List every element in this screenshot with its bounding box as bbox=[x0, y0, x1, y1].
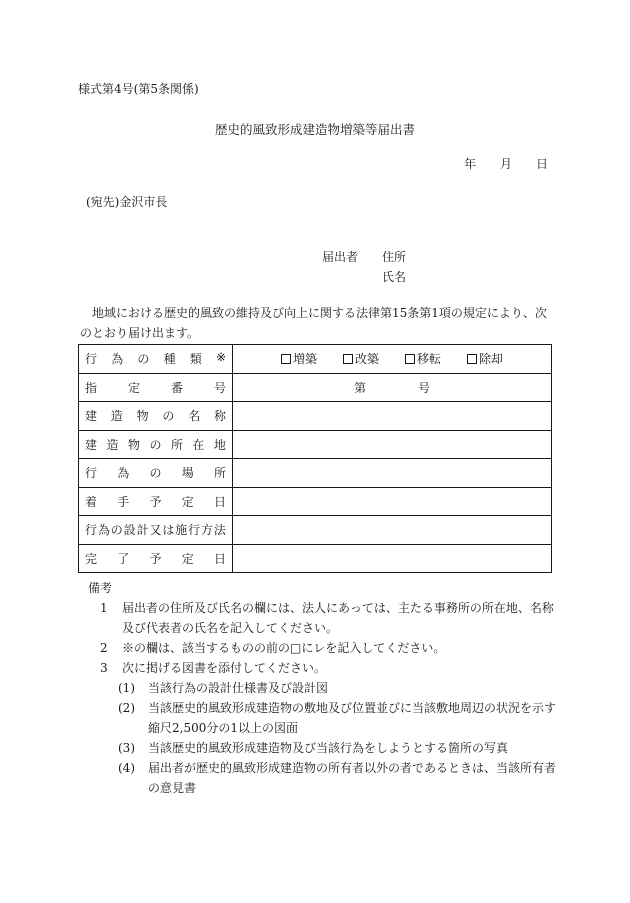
list-item: 1 届出者の住所及び氏名の欄には、法人にあっては、主たる事務所の所在地、名称及び代表者の氏名を記入してください。 bbox=[100, 601, 554, 635]
checkbox-icon[interactable] bbox=[467, 354, 477, 364]
action-type-field bbox=[233, 345, 552, 374]
row-label-text: 行 為 の 設 計 又 は 施 行 方 法 bbox=[85, 523, 226, 538]
table-row bbox=[79, 516, 552, 545]
building-name-field[interactable] bbox=[233, 402, 552, 431]
row-label-building-location bbox=[79, 430, 233, 459]
table-row bbox=[79, 345, 552, 374]
start-date-field[interactable] bbox=[233, 487, 552, 516]
checkbox-icon[interactable] bbox=[343, 354, 353, 364]
row-label-text: 建 造 物 の 名 称 bbox=[85, 409, 226, 424]
date-day: 日 bbox=[536, 157, 549, 171]
date-year: 年 bbox=[464, 157, 477, 171]
intro-paragraph: 地域における歴史的風致の維持及び向上に関する法律第15条第1項の規定により、次のとおり届け出ます。 bbox=[80, 306, 547, 340]
recipient: (宛先)金沢市長 bbox=[86, 195, 168, 209]
row-label-designation-number bbox=[79, 373, 233, 402]
row-label-text: 建 造 物 の 所 在 地 bbox=[85, 437, 226, 452]
row-label-text: 完 了 予 定 日 bbox=[85, 551, 226, 566]
table-row bbox=[79, 487, 552, 516]
document-title: 歴史的風致形成建造物増築等届出書 bbox=[214, 122, 415, 137]
list-subitem: (3) 当該歴史的風致形成建造物及び当該行為をしようとする箇所の写真 bbox=[118, 741, 509, 755]
application-form-table bbox=[78, 344, 552, 573]
option-relocation[interactable]: 移転 bbox=[405, 350, 441, 367]
number-suffix: 号 bbox=[418, 380, 431, 395]
submitter-label: 届出者 bbox=[322, 250, 359, 264]
list-subitem: (2) 当該歴史的風致形成建造物の敷地及び位置並びに当該敷地周辺の状況を示す縮尺2,500分の1以上の図面 bbox=[118, 701, 557, 735]
list-subitem: (1) 当該行為の設計仕様書及び設計図 bbox=[118, 681, 329, 695]
option-extension[interactable]: 増築 bbox=[281, 350, 317, 367]
option-demolition[interactable]: 除却 bbox=[467, 350, 503, 367]
list-subitem: (4) 届出者が歴史的風致形成建造物の所有者以外の者であるときは、当該所有者の意見書 bbox=[118, 761, 557, 795]
row-label-text: 着 手 予 定 日 bbox=[85, 494, 226, 509]
notes-section bbox=[88, 578, 558, 798]
checkbox-icon[interactable] bbox=[281, 354, 291, 364]
row-label-building-name bbox=[79, 402, 233, 431]
list-item: 3 次に掲げる図書を添付してください。 bbox=[100, 661, 327, 675]
row-label-text: 行 為 の 種 類 ※ bbox=[85, 350, 226, 367]
building-location-field[interactable] bbox=[233, 430, 552, 459]
name-label: 氏名 bbox=[382, 270, 407, 284]
date-month: 月 bbox=[500, 157, 513, 171]
table-row bbox=[79, 402, 552, 431]
list-item: 2 ※の欄は、該当するものの前の□にレを記入してください。 bbox=[100, 641, 446, 655]
address-label: 住所 bbox=[382, 250, 407, 264]
number-prefix: 第 bbox=[353, 380, 366, 395]
row-label-text: 行 為 の 場 所 bbox=[85, 466, 226, 481]
table-row bbox=[79, 459, 552, 488]
design-method-field[interactable] bbox=[233, 516, 552, 545]
table-row bbox=[79, 544, 552, 573]
table-row bbox=[79, 430, 552, 459]
row-label-text: 指 定 番 号 bbox=[85, 380, 226, 395]
row-label-action-type bbox=[79, 345, 233, 374]
row-label-completion-date bbox=[79, 544, 233, 573]
row-label-start-date bbox=[79, 487, 233, 516]
action-place-field[interactable] bbox=[233, 459, 552, 488]
completion-date-field[interactable] bbox=[233, 544, 552, 573]
checkbox-icon[interactable] bbox=[405, 354, 415, 364]
designation-number-field[interactable] bbox=[233, 373, 552, 402]
table-row bbox=[79, 373, 552, 402]
row-label-action-place bbox=[79, 459, 233, 488]
option-rebuild[interactable]: 改築 bbox=[343, 350, 379, 367]
row-label-design-method bbox=[79, 516, 233, 545]
notes-heading: 備考 bbox=[88, 581, 113, 595]
form-number: 様式第4号(第5条関係) bbox=[78, 82, 199, 96]
